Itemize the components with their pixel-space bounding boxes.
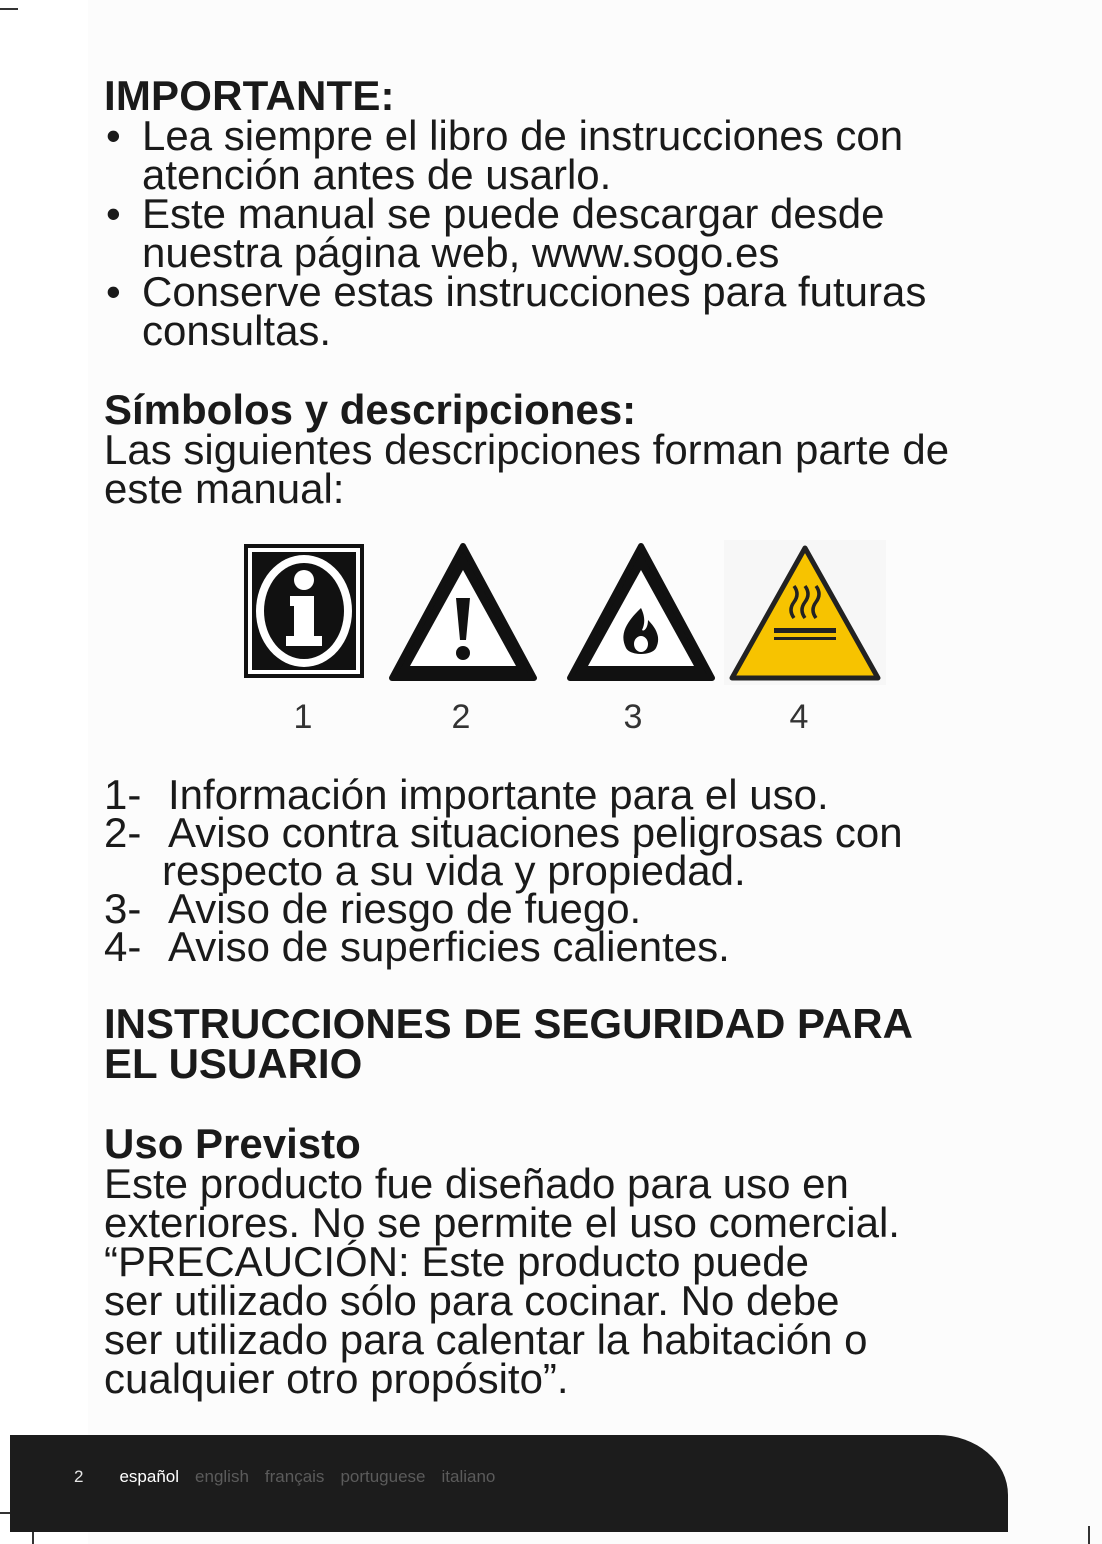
language-portuguese[interactable]: portuguese: [340, 1467, 426, 1486]
crop-mark-bottom-right-v: [1088, 1526, 1090, 1544]
important-section: [104, 72, 1024, 512]
use-paragraph: [104, 1160, 1024, 1402]
item-text: Aviso de riesgo de fuego.: [168, 885, 642, 932]
important-title: IMPORTANTE:: [104, 72, 395, 119]
list-item: [104, 268, 1024, 354]
symbol-number-2: 2: [451, 698, 471, 736]
footer-nav: [74, 1467, 511, 1487]
symbols-figure: [240, 540, 890, 750]
language-espanol[interactable]: español: [119, 1467, 180, 1486]
symbols-title: Símbolos y descripciones:: [104, 386, 637, 433]
safety-title: [104, 1000, 1024, 1087]
language-italiano[interactable]: italiano: [441, 1467, 496, 1486]
use-title: Uso Previsto: [104, 1120, 361, 1167]
symbols-intro-line-1: Las siguientes descripciones forman parte de: [104, 426, 950, 473]
list-item: [104, 190, 1024, 276]
footer-bar: [10, 1435, 1008, 1532]
language-english[interactable]: english: [195, 1467, 249, 1486]
item-number: 3-: [104, 885, 142, 932]
symbol-number-4: 4: [789, 698, 809, 736]
bullet-line-2: atención antes de usarlo.: [142, 151, 612, 198]
bullet-line-1: Este manual se puede descargar desde: [142, 190, 885, 237]
list-item: [104, 923, 1024, 970]
symbol-number-3: 3: [623, 698, 643, 736]
hot-surface-warning-icon: [724, 540, 886, 685]
bullet-icon: •: [106, 190, 121, 237]
paragraph-line: ser utilizado sólo para cocinar. No debe: [104, 1277, 840, 1324]
general-warning-icon: [386, 540, 536, 685]
symbol-descriptions: [104, 771, 1024, 970]
item-text: Aviso de superficies calientes.: [168, 923, 730, 970]
important-list: [104, 112, 1024, 354]
fire-warning-icon: [564, 540, 714, 685]
bullet-icon: •: [106, 112, 121, 159]
information-icon: [244, 540, 394, 685]
bullet-line-2: consultas.: [142, 307, 332, 354]
safety-title-line-1: INSTRUCCIONES DE SEGURIDAD PARA: [104, 1000, 913, 1047]
list-item: [104, 112, 1024, 198]
paragraph-line: “PRECAUCIÓN: Este producto puede: [104, 1238, 809, 1285]
bullet-line-1: Conserve estas instrucciones para futuras: [142, 268, 927, 315]
crop-mark-top-left: [0, 8, 18, 10]
page-number: 2: [74, 1467, 84, 1486]
symbol-number-1: 1: [293, 698, 313, 736]
language-francais[interactable]: français: [264, 1467, 325, 1486]
bullet-icon: •: [106, 268, 121, 315]
symbols-intro-line-2: este manual:: [104, 465, 345, 512]
paragraph-line: exteriores. No se permite el uso comercial.: [104, 1199, 900, 1246]
paragraph-line: Este producto fue diseñado para uso en: [104, 1160, 849, 1207]
item-text: Información importante para el uso.: [168, 771, 829, 818]
item-text: Aviso contra situaciones peligrosas con: [168, 809, 903, 856]
safety-section: [104, 1000, 1024, 1402]
symbols-intro: [104, 426, 1024, 512]
item-number: 1-: [104, 771, 142, 818]
paragraph-line: ser utilizado para calentar la habitación o: [104, 1316, 868, 1363]
item-text: respecto a su vida y propiedad.: [162, 847, 746, 894]
paragraph-line: cualquier otro propósito”.: [104, 1355, 569, 1402]
safety-title-line-2: EL USUARIO: [104, 1040, 363, 1087]
item-number: 4-: [104, 923, 142, 970]
bullet-line-2: nuestra página web, www.sogo.es: [142, 229, 780, 276]
bullet-line-1: Lea siempre el libro de instrucciones con: [142, 112, 904, 159]
item-number: 2-: [104, 809, 142, 856]
